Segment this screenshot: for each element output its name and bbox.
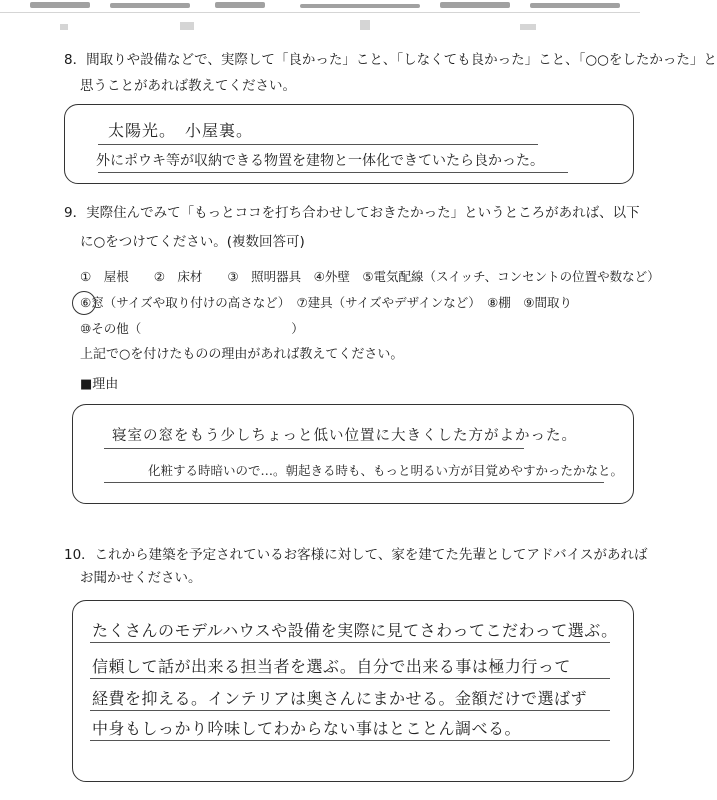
q9-reason-line1: 寝室の窓をもう少しちょっと低い位置に大きくした方がよかった。: [112, 428, 577, 444]
q9-reason-line2: 化粧する時暗いので…。朝起きる時も、もっと明るい方が目覚めやすかったかなと。: [148, 463, 624, 478]
q8-answer-line1: 太陽光。 小屋裏。: [108, 121, 254, 140]
q9-reason-label: ■理由: [80, 377, 119, 392]
q8-answer-line2: 外にポウキ等が収納できる物置を建物と一体化できていたら良かった。: [96, 153, 544, 169]
q10-answer-rule3: [90, 710, 610, 711]
q10-answer-line3: 経費を抑える。インテリアは奥さんにまかせる。金額だけで選ばず: [92, 689, 588, 708]
q9-options-row3: ⑩その他（ ）: [80, 321, 304, 336]
q9-question-line1: 9．実際住んでみて「もっとココを打ち合わせしておきたかった」というところがあれば、以下: [64, 205, 640, 221]
q9-options-row2: ⑥窓（サイズや取り付けの高さなど） ⑦建具（サイズやデザインなど） ⑧棚 ⑨間取り: [80, 295, 572, 310]
scan-artifact-marks: [0, 0, 643, 40]
q10-answer-line2: 信頼して話が出来る担当者を選ぶ。自分で出来る事は極力行って: [92, 657, 571, 676]
q9-question-line2: に○をつけてください。(複数回答可): [80, 234, 305, 250]
q9-reason-rule2: [104, 482, 604, 483]
q8-answer-rule2: [98, 172, 568, 173]
q8-question-line2: 思うことがあれば教えてください。: [80, 78, 296, 94]
q9-options-row1: ① 屋根 ② 床材 ③ 照明器具 ④外壁 ⑤電気配線（スイッチ、コンセントの位置や数など）: [80, 269, 660, 284]
q8-answer-rule1: [98, 144, 538, 145]
q9-reason-prompt: 上記で○を付けたものの理由があれば教えてください。: [80, 347, 404, 362]
q9-reason-rule1: [104, 448, 524, 449]
q9-reason-box: [72, 404, 634, 504]
q10-answer-rule4: [90, 740, 610, 741]
q10-question-line2: お聞かせください。: [80, 570, 202, 586]
q10-answer-rule2: [90, 678, 610, 679]
q10-answer-line4: 中身もしっかり吟味してわからない事はとことん調べる。: [92, 719, 522, 738]
q10-answer-rule1: [90, 642, 610, 643]
q9-option6-circled-mark: [72, 291, 96, 315]
q10-answer-line1: たくさんのモデルハウスや設備を実際に見てさわってこだわって選ぶ。: [92, 621, 618, 640]
q8-question-line1: 8．間取りや設備などで、実際して「良かった」こと、「しなくても良かった」こと、「○○をしたかった」と: [64, 52, 717, 68]
q10-question-line1: 10．これから建築を予定されているお客様に対して、家を建てた先輩としてアドバイスがあれば: [64, 547, 648, 563]
